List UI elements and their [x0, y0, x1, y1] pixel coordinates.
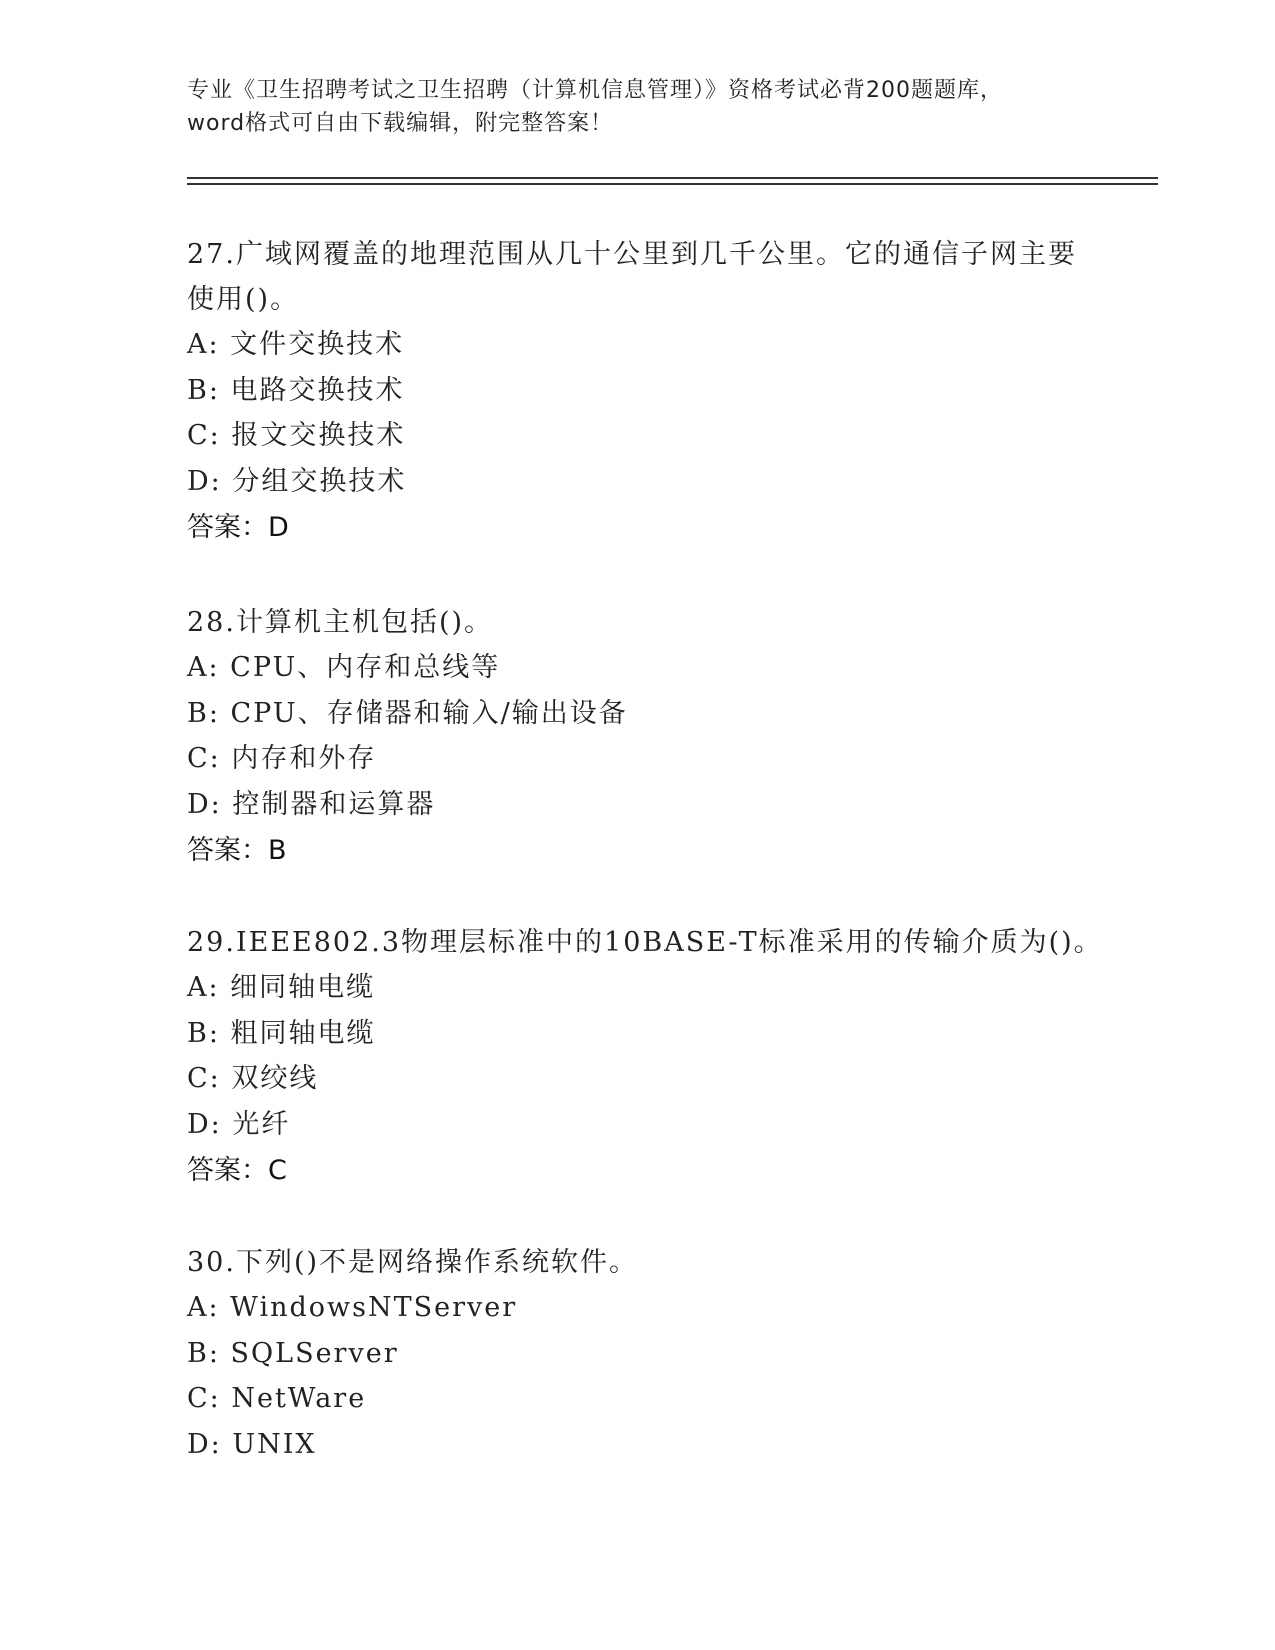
option-c: C: 双绞线	[187, 1063, 319, 1094]
option-b: B: SQLServer	[187, 1337, 399, 1369]
option-b: B: 粗同轴电缆	[187, 1017, 376, 1049]
document-header	[187, 74, 1087, 140]
option-a: A: CPU、内存和总线等	[187, 652, 501, 683]
option-d: D: 分组交换技术	[187, 465, 407, 497]
answer: 答案：B	[187, 835, 287, 866]
question-30	[187, 1240, 1147, 1467]
answer: 答案：D	[187, 512, 289, 543]
header-line-2: word格式可自由下载编辑，附完整答案！	[187, 111, 614, 136]
header-divider-top	[187, 177, 1158, 179]
option-a: A: 细同轴电缆	[187, 972, 376, 1003]
option-c: C: 内存和外存	[187, 743, 377, 774]
question-28	[187, 600, 1147, 875]
option-b: B: CPU、存储器和输入/输出设备	[187, 697, 628, 729]
header-divider-bottom	[187, 183, 1158, 185]
option-a: A: 文件交换技术	[187, 329, 405, 360]
question-text-line-1: 27.广域网覆盖的地理范围从几十公里到几千公里。它的通信子网主要	[187, 239, 1077, 270]
answer: 答案：C	[187, 1155, 287, 1186]
option-c: C: 报文交换技术	[187, 420, 406, 451]
question-29	[187, 920, 1147, 1195]
option-b: B: 电路交换技术	[187, 374, 405, 406]
question-text-line-1: 30.下列()不是网络操作系统软件。	[187, 1247, 639, 1278]
option-d: D: UNIX	[187, 1428, 317, 1460]
option-c: C: NetWare	[187, 1383, 367, 1414]
question-text-line-1: 29.IEEE802.3物理层标准中的10BASE-T标准采用的传输介质为()。	[187, 927, 1103, 958]
option-d: D: 控制器和运算器	[187, 788, 436, 820]
question-text-line-2: 使用()。	[187, 284, 300, 315]
question-27	[187, 232, 1147, 552]
option-a: A: WindowsNTServer	[187, 1292, 518, 1323]
option-d: D: 光纤	[187, 1108, 291, 1140]
question-text-line-1: 28.计算机主机包括()。	[187, 607, 494, 638]
header-line-1: 专业《卫生招聘考试之卫生招聘（计算机信息管理）》资格考试必背200题题库，	[187, 78, 1003, 103]
